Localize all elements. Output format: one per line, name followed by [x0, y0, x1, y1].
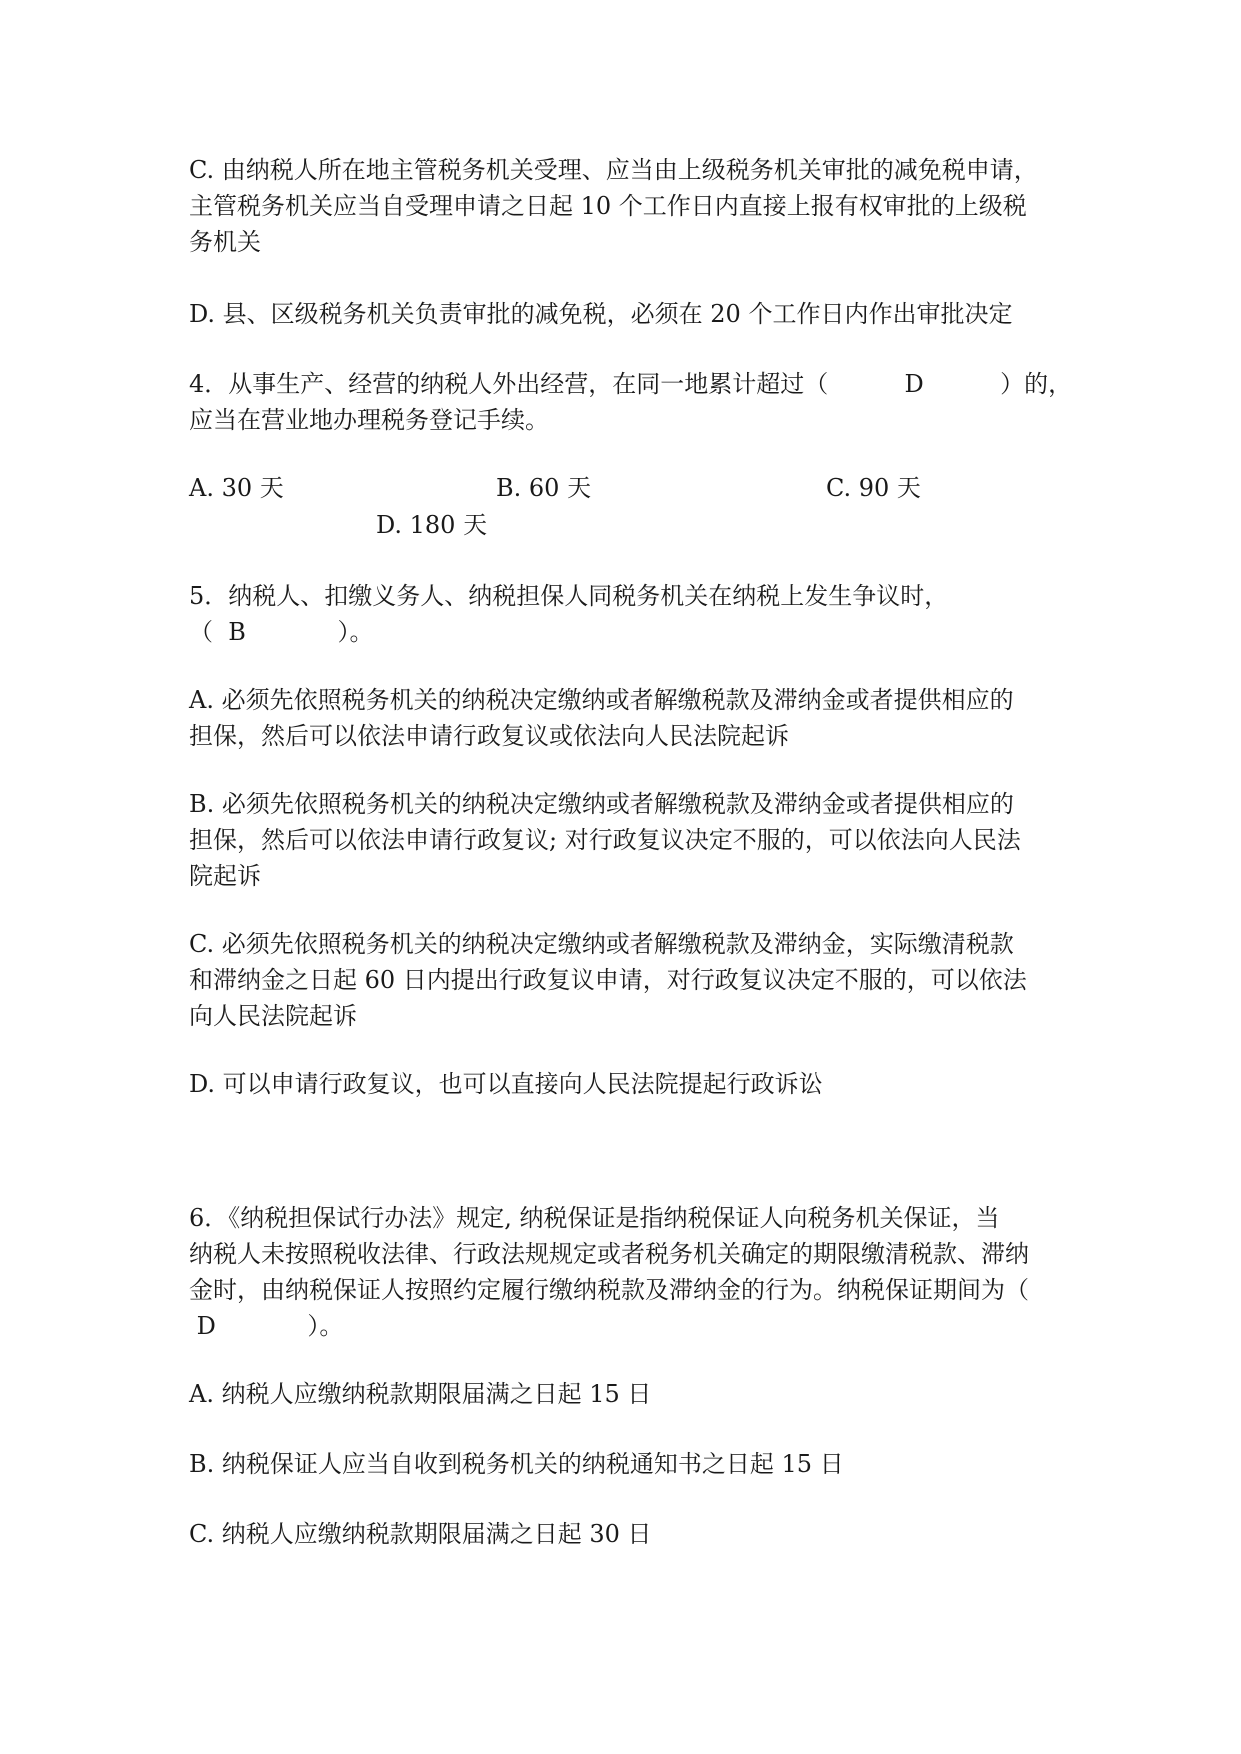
q5-option-c-line-3: 向人民法院起诉 — [189, 1002, 357, 1030]
q3-option-c-line-3: 务机关 — [189, 228, 261, 256]
q5-option-d: D. 可以申请行政复议，也可以直接向人民法院提起行政诉讼 — [189, 1070, 823, 1098]
q3-option-c-line-2: 主管税务机关应当自受理申请之日起 10 个工作日内直接上报有权审批的上级税 — [189, 192, 1027, 220]
q6-stem-line-3: 金时，由纳税保证人按照约定履行缴纳税款及滞纳金的行为。纳税保证期间为（ — [189, 1276, 1029, 1304]
q5-option-a-line-1: A. 必须先依照税务机关的纳税决定缴纳或者解缴税款及滞纳金或者提供相应的 — [189, 686, 1014, 714]
q4-option-a: A. 30 天 — [189, 474, 284, 502]
q6-option-b: B. 纳税保证人应当自收到税务机关的纳税通知书之日起 15 日 — [189, 1450, 844, 1478]
q5-stem-line-2: （ B ）。 — [189, 618, 374, 646]
q6-stem-line-4: D ）。 — [189, 1312, 344, 1340]
q4-stem-line-1: 4．从事生产、经营的纳税人外出经营，在同一地累计超过（ D ）的， — [189, 370, 1073, 398]
q6-option-a: A. 纳税人应缴纳税款期限届满之日起 15 日 — [189, 1380, 652, 1408]
q4-option-b: B. 60 天 — [496, 474, 592, 502]
q5-option-b-line-3: 院起诉 — [189, 862, 261, 890]
q3-option-d: D. 县、区级税务机关负责审批的减免税，必须在 20 个工作日内作出审批决定 — [189, 300, 1013, 328]
q4-stem-line-2: 应当在营业地办理税务登记手续。 — [189, 406, 549, 434]
q6-stem-line-1: 6．《纳税担保试行办法》规定, 纳税保证是指纳税保证人向税务机关保证，当 — [189, 1204, 1000, 1232]
q5-option-b-line-2: 担保，然后可以依法申请行政复议; 对行政复议决定不服的，可以依法向人民法 — [189, 826, 1021, 854]
q5-option-b-line-1: B. 必须先依照税务机关的纳税决定缴纳或者解缴税款及滞纳金或者提供相应的 — [189, 790, 1014, 818]
q6-option-c: C. 纳税人应缴纳税款期限届满之日起 30 日 — [189, 1520, 652, 1548]
q3-option-c-line-1: C. 由纳税人所在地主管税务机关受理、应当由上级税务机关审批的减免税申请， — [189, 156, 1038, 184]
q4-option-c: C. 90 天 — [826, 474, 921, 502]
q6-stem-line-2: 纳税人未按照税收法律、行政法规规定或者税务机关确定的期限缴清税款、滞纳 — [189, 1240, 1029, 1268]
q5-option-c-line-2: 和滞纳金之日起 60 日内提出行政复议申请，对行政复议决定不服的，可以依法 — [189, 966, 1027, 994]
q5-option-a-line-2: 担保，然后可以依法申请行政复议或依法向人民法院起诉 — [189, 722, 789, 750]
q5-stem-line-1: 5．纳税人、扣缴义务人、纳税担保人同税务机关在纳税上发生争议时， — [189, 582, 949, 610]
q5-option-c-line-1: C. 必须先依照税务机关的纳税决定缴纳或者解缴税款及滞纳金，实际缴清税款 — [189, 930, 1014, 958]
q4-option-d: D. 180 天 — [376, 511, 488, 539]
